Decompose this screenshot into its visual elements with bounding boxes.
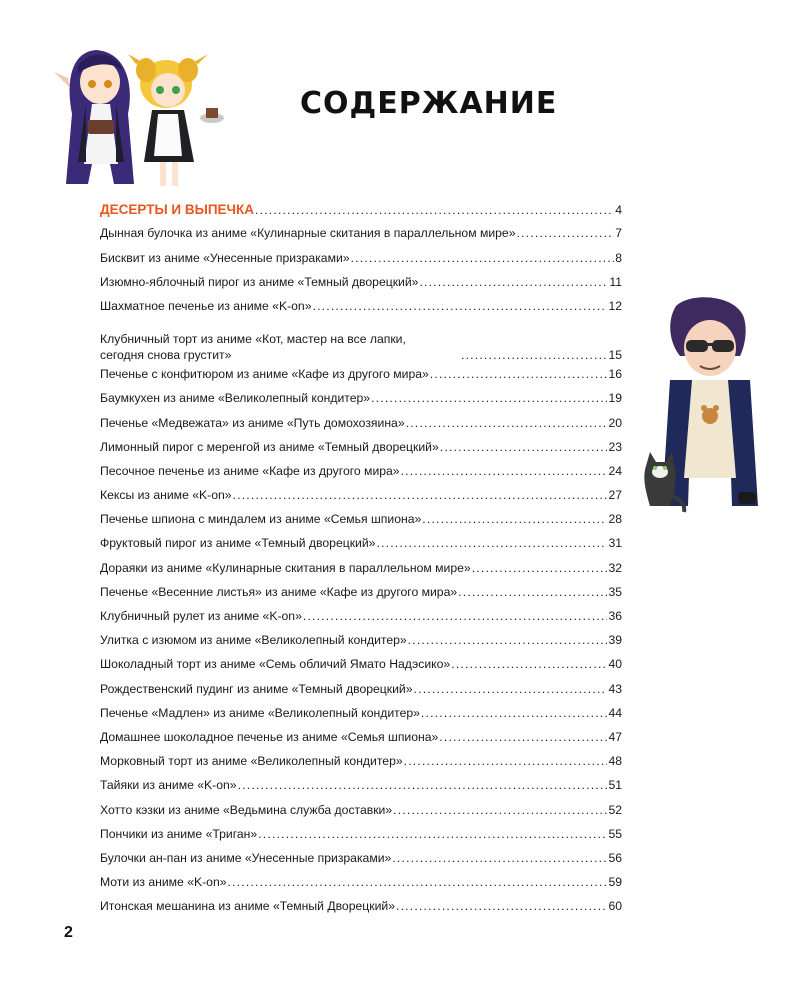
toc-leader <box>258 827 607 842</box>
toc-entry[interactable] <box>100 512 622 536</box>
toc-leader <box>351 251 615 266</box>
toc-page-number: 52 <box>608 802 622 817</box>
toc-entry-label: Лимонный пирог с меренгой из аниме «Темный дворецкий» <box>100 439 439 454</box>
toc-entry[interactable] <box>100 488 622 512</box>
toc-page-number: 23 <box>608 439 622 454</box>
chibi-butler-illustration <box>640 296 770 526</box>
toc-page-number: 12 <box>608 298 622 313</box>
toc-entry[interactable] <box>100 706 622 730</box>
toc-page-number: 56 <box>608 850 622 865</box>
toc-leader <box>233 488 608 503</box>
toc-page-number: 35 <box>608 584 622 599</box>
toc-leader <box>238 778 608 793</box>
toc-entry-label: Дораяки из аниме «Кулинарные скитания в параллельном мире» <box>100 560 471 575</box>
table-of-contents <box>100 202 622 923</box>
toc-entry-label: Изюмно-яблочный пирог из аниме «Темный дворецкий» <box>100 274 419 289</box>
toc-page-number: 51 <box>608 778 622 793</box>
toc-leader <box>422 512 607 527</box>
toc-entry[interactable] <box>100 585 622 609</box>
toc-section-desserts[interactable] <box>100 202 622 226</box>
toc-page-number: 39 <box>608 633 622 648</box>
toc-leader <box>392 851 607 866</box>
toc-entry-label: Кексы из аниме «K-on» <box>100 488 232 503</box>
toc-entry[interactable] <box>100 536 622 560</box>
toc-page-number: 59 <box>608 875 622 890</box>
toc-page-number: 4 <box>615 203 622 217</box>
toc-entry[interactable] <box>100 899 622 923</box>
toc-leader <box>419 275 608 290</box>
toc-page-number: 36 <box>608 609 622 624</box>
toc-leader <box>516 226 614 241</box>
toc-page-number: 20 <box>608 415 622 430</box>
toc-entry-label: Печенье «Весенние листья» из аниме «Кафе из другого мира» <box>100 584 458 599</box>
toc-entry[interactable] <box>100 367 622 391</box>
toc-leader <box>255 203 614 218</box>
toc-leader <box>406 416 608 431</box>
toc-page-number: 48 <box>608 754 622 769</box>
toc-entry[interactable] <box>100 778 622 802</box>
toc-leader <box>408 633 608 648</box>
toc-entry-label: Тайяки из аниме «K-on» <box>100 778 237 793</box>
toc-entry-label: Итонская мешанина из аниме «Темный Дворецкий» <box>100 899 395 914</box>
toc-leader <box>440 440 608 455</box>
toc-entry[interactable] <box>100 682 622 706</box>
toc-entry-label: Булочки ан-пан из аниме «Унесенные призраками» <box>100 850 392 865</box>
toc-page-number: 7 <box>615 226 622 241</box>
toc-leader <box>414 682 608 697</box>
toc-page-number: 31 <box>608 536 622 551</box>
toc-leader <box>404 754 608 769</box>
toc-entry-label: Песочное печенье из аниме «Кафе из другого мира» <box>100 463 400 478</box>
toc-entry-label-line1: Клубничный торт из аниме «Кот, мастер на все лапки, <box>100 332 406 347</box>
toc-entry[interactable] <box>100 633 622 657</box>
toc-entry-label: Хотто кэзки из аниме «Ведьмина служба доставки» <box>100 802 393 817</box>
toc-entry[interactable] <box>100 561 622 585</box>
toc-entry-label: Баумкухен из аниме «Великолепный кондитер» <box>100 391 371 406</box>
toc-page-number: 43 <box>608 681 622 696</box>
toc-page-number: 24 <box>608 463 622 478</box>
toc-entry-label: Печенье «Медвежата» из аниме «Путь домохозяина» <box>100 415 405 430</box>
toc-entry-label <box>100 331 460 363</box>
toc-entry[interactable] <box>100 391 622 415</box>
toc-page-number: 15 <box>608 348 622 363</box>
toc-entry[interactable] <box>100 251 622 275</box>
toc-page-number: 28 <box>608 512 622 527</box>
toc-entry[interactable] <box>100 803 622 827</box>
page-number: 2 <box>64 924 73 941</box>
toc-entry[interactable] <box>100 609 622 633</box>
toc-entry[interactable] <box>100 416 622 440</box>
toc-section-label: ДЕСЕРТЫ И ВЫПЕЧКА <box>100 202 255 217</box>
toc-page-number: 47 <box>608 729 622 744</box>
toc-entry-label: Печенье шпиона с миндалем из аниме «Семья шпиона» <box>100 512 422 527</box>
toc-leader <box>401 464 608 479</box>
toc-entry[interactable] <box>100 440 622 464</box>
toc-page-number: 40 <box>608 657 622 672</box>
toc-entry-label: Клубничный рулет из аниме «K-on» <box>100 609 302 624</box>
toc-leader <box>458 585 607 600</box>
toc-entry-label: Улитка с изюмом из аниме «Великолепный кондитер» <box>100 633 407 648</box>
toc-page-number: 16 <box>608 367 622 382</box>
chibi-maids-illustration <box>48 44 228 194</box>
toc-leader <box>472 561 608 576</box>
toc-entry-label: Дынная булочка из аниме «Кулинарные скитания в параллельном мире» <box>100 226 516 241</box>
toc-leader <box>312 299 607 314</box>
toc-entry[interactable] <box>100 464 622 488</box>
toc-entry-label-line2: сегодня снова грустит» <box>100 348 232 363</box>
toc-entry-label: Пончики из аниме «Триган» <box>100 826 258 841</box>
toc-entry-label: Фруктовый пирог из аниме «Темный дворецкий» <box>100 536 376 551</box>
toc-page-number: 19 <box>608 391 622 406</box>
toc-leader <box>421 706 608 721</box>
toc-page-number: 60 <box>608 899 622 914</box>
toc-page-number: 8 <box>615 250 622 265</box>
toc-leader <box>376 536 607 551</box>
toc-entry-label: Печенье «Мадлен» из аниме «Великолепный кондитер» <box>100 705 420 720</box>
toc-leader <box>461 348 607 363</box>
toc-page-number: 11 <box>609 274 622 289</box>
toc-entry[interactable] <box>100 275 622 299</box>
toc-entry[interactable] <box>100 730 622 754</box>
toc-entry-label: Шоколадный торт из аниме «Семь обличий Ямато Надэсико» <box>100 657 451 672</box>
toc-leader <box>439 730 607 745</box>
toc-entry-label: Морковный торт из аниме «Великолепный кондитер» <box>100 754 403 769</box>
toc-leader <box>430 367 608 382</box>
toc-entry[interactable] <box>100 657 622 681</box>
toc-entry-label: Печенье с конфитюром из аниме «Кафе из другого мира» <box>100 367 429 382</box>
toc-page-number: 55 <box>608 826 622 841</box>
toc-leader <box>396 899 607 914</box>
toc-page-number: 32 <box>608 560 622 575</box>
toc-entry[interactable] <box>100 226 622 250</box>
toc-entry-label: Шахматное печенье из аниме «K-on» <box>100 298 312 313</box>
toc-entry-label: Домашнее шоколадное печенье из аниме «Семья шпиона» <box>100 729 439 744</box>
toc-page-number: 27 <box>608 488 622 503</box>
toc-leader <box>451 657 607 672</box>
toc-entry[interactable] <box>100 875 622 899</box>
toc-leader <box>371 391 607 406</box>
toc-page-number: 44 <box>608 705 622 720</box>
toc-leader <box>393 803 607 818</box>
toc-entry[interactable] <box>100 754 622 778</box>
page-title: СОДЕРЖАНИЕ <box>300 86 558 121</box>
toc-entry[interactable] <box>100 299 622 323</box>
toc-entry-label: Бисквит из аниме «Унесенные призраками» <box>100 250 350 265</box>
toc-entry[interactable] <box>100 827 622 851</box>
toc-entry[interactable] <box>100 323 622 367</box>
toc-entry-label: Рождественский пудинг из аниме «Темный дворецкий» <box>100 681 413 696</box>
toc-leader <box>228 875 608 890</box>
toc-entry-label: Моти из аниме «K-on» <box>100 875 227 890</box>
toc-leader <box>303 609 608 624</box>
toc-entry[interactable] <box>100 851 622 875</box>
